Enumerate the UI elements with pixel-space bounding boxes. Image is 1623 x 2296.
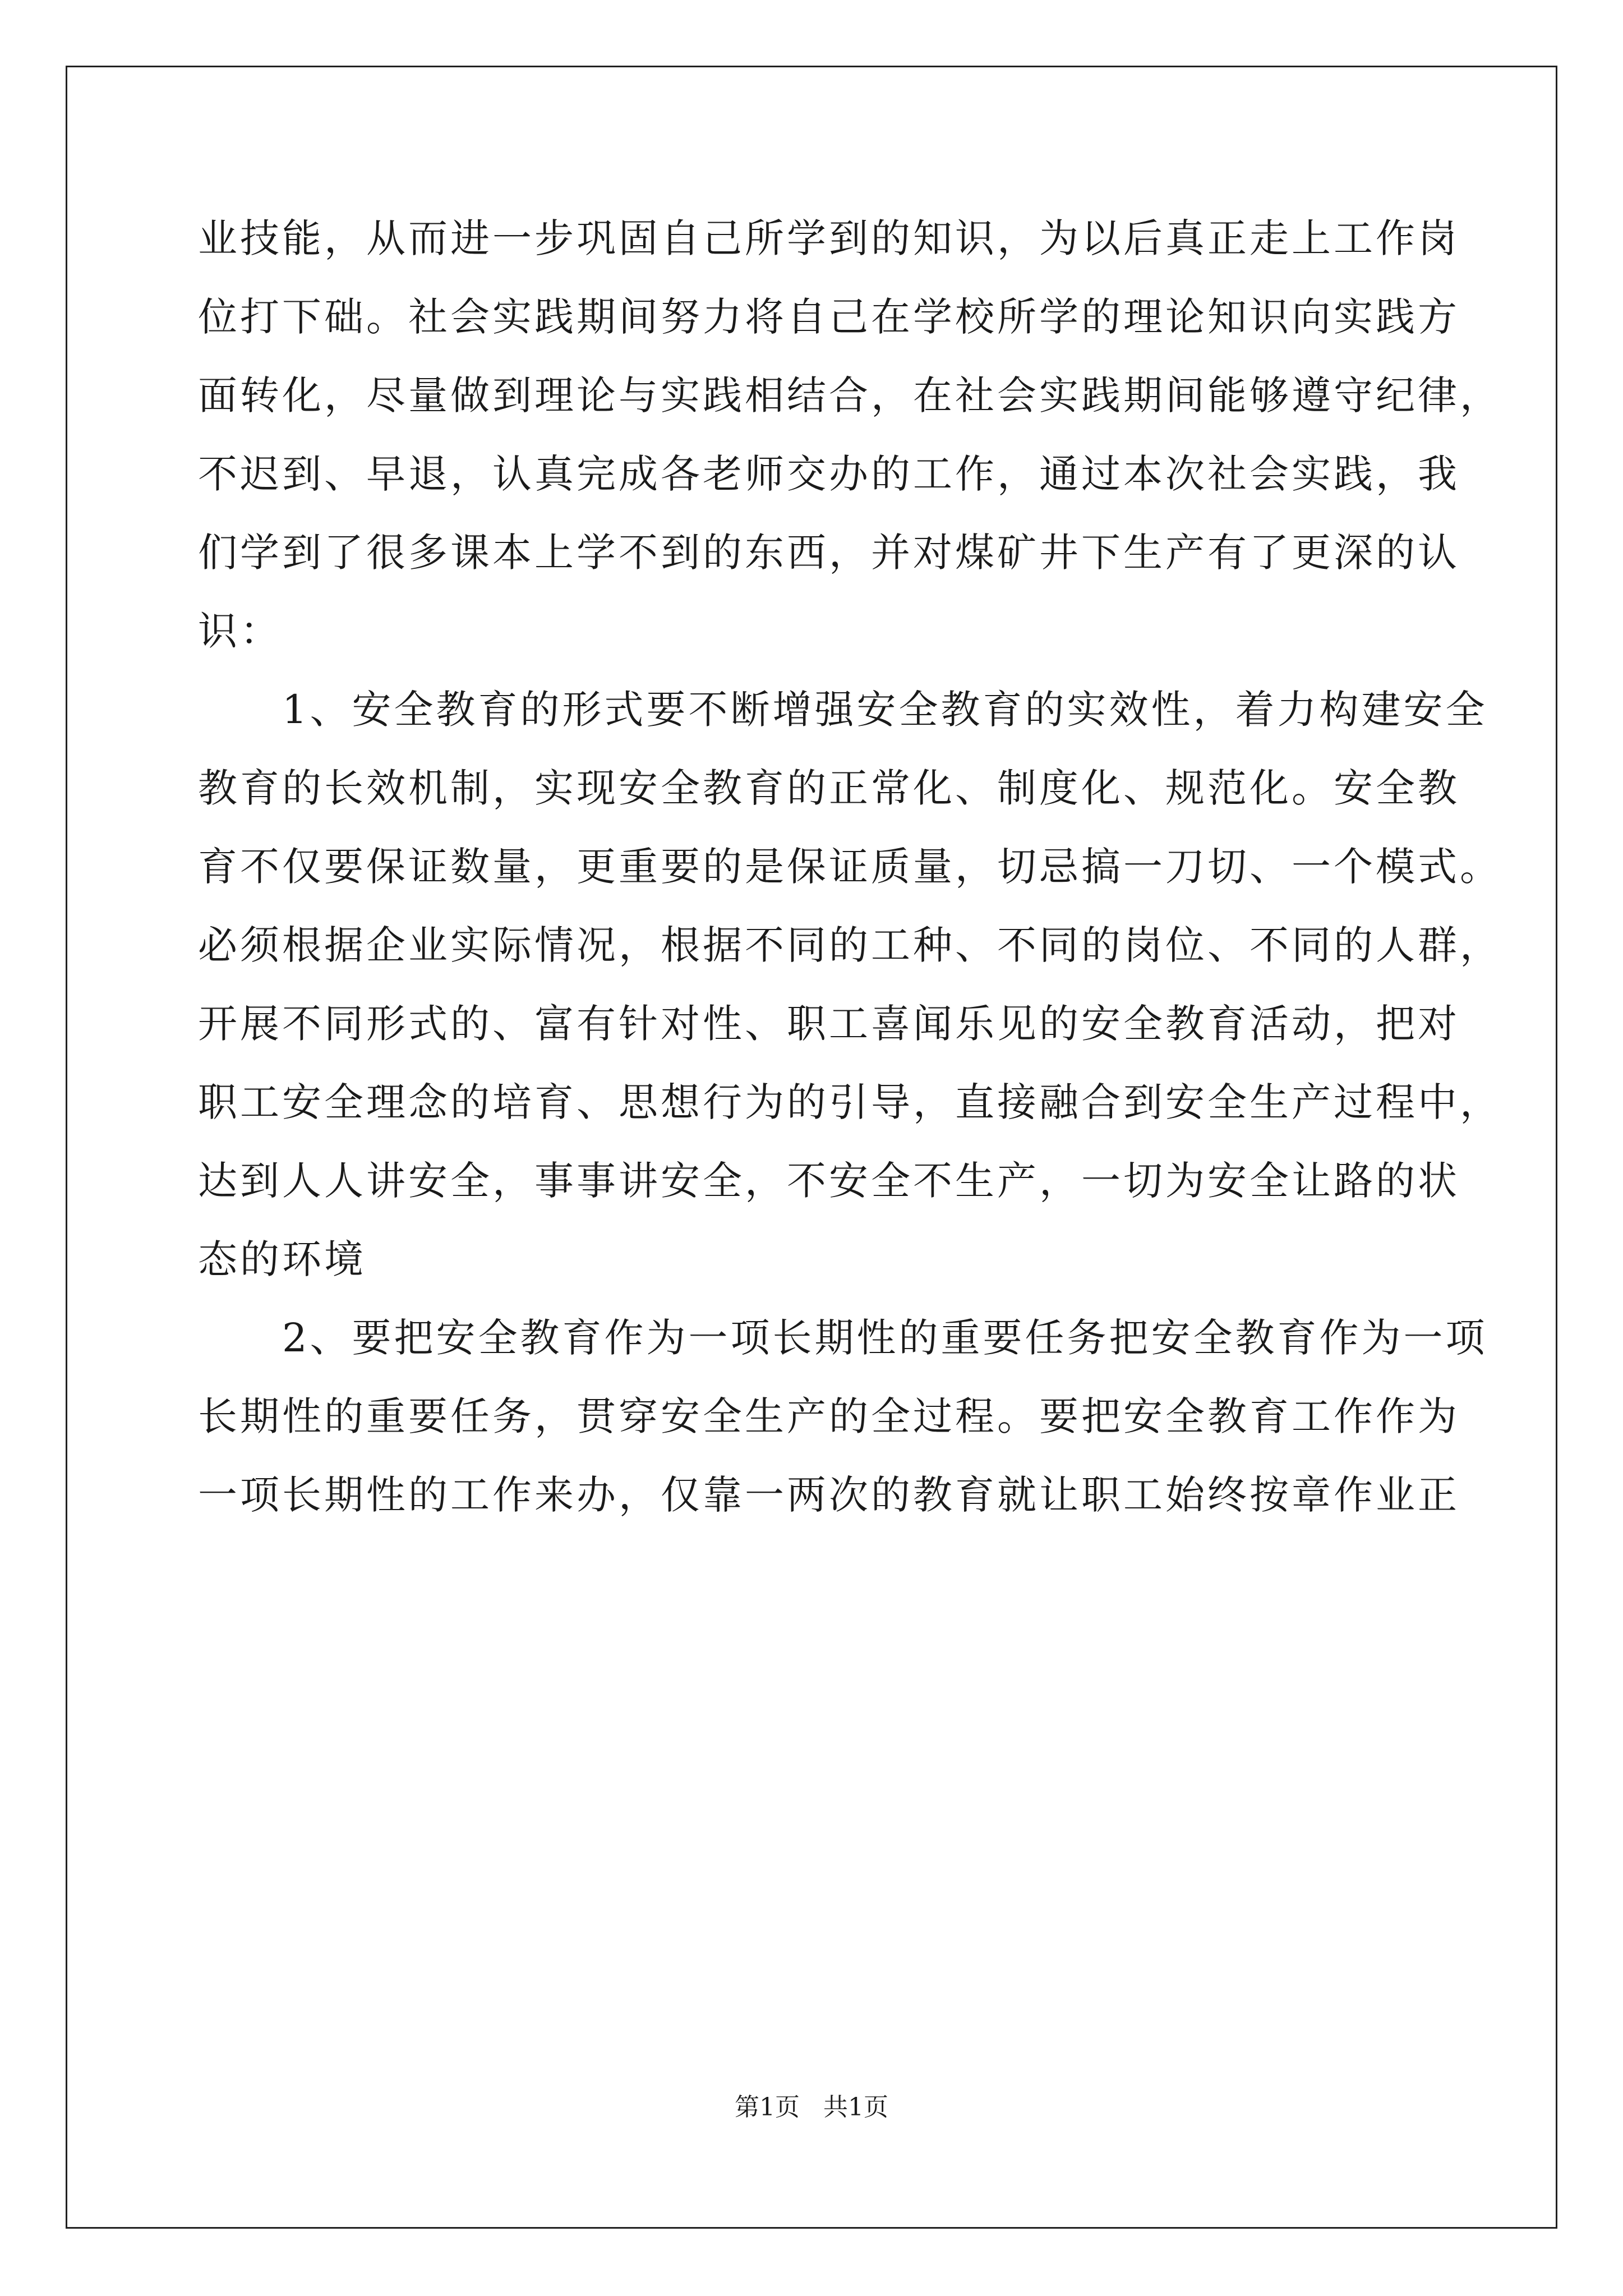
page-footer: 第1页 共1页 <box>735 2093 888 2122</box>
